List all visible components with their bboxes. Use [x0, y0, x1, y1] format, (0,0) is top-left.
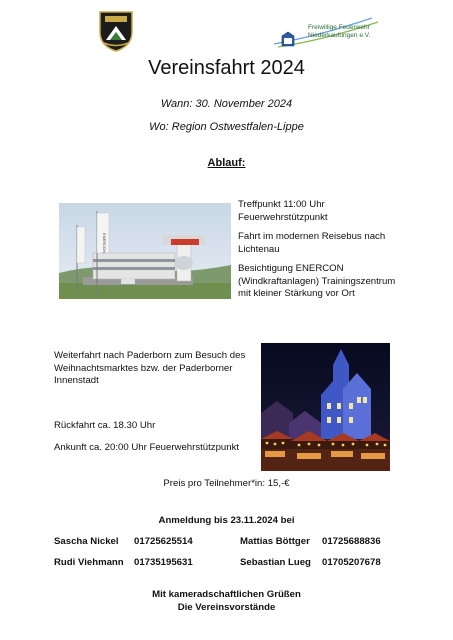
contact-name: Sascha Nickel	[54, 536, 119, 547]
return-time: Rückfahrt ca. 18.30 Uhr	[54, 420, 156, 431]
flag-sign: ENERCON	[102, 233, 107, 254]
enercon-visit: Besichtigung ENERCON (Windkraftanlagen) Trainingszentrum mit kleiner Stärkung vor Ort	[238, 263, 396, 299]
contact-name: Sebastian Lueg	[240, 557, 311, 568]
event-date: Wann: 30. November 2024	[160, 98, 293, 110]
fire-brigade-logo	[268, 14, 408, 52]
price: Preis pro Teilnehmer*in: 15,-€	[163, 478, 290, 489]
contact-phone: 01735195631	[134, 557, 193, 568]
logo-line-1: Freiwillige Feuerwehr	[308, 24, 370, 31]
closing-signature: Die Vereinsvorstände	[177, 602, 276, 613]
contact-phone: 01725688836	[322, 536, 381, 547]
event-location: Wo: Region Ostwestfalen-Lippe	[149, 121, 304, 133]
contact-phone: 01725625514	[134, 536, 193, 547]
page-title: Vereinsfahrt 2024	[148, 57, 305, 79]
christmas-market-photo	[261, 343, 390, 471]
arrival-time: Ankunft ca. 20:00 Uhr Feuerwehrstützpunkt	[54, 442, 240, 453]
contact-name: Mattias Böttger	[240, 536, 310, 547]
closing-greeting: Mit kameradschaftlichen Grüßen	[152, 589, 301, 600]
enercon-building-photo	[59, 203, 231, 299]
logo-line-2: Niederkaufungen e.V.	[308, 32, 371, 39]
bus-trip: Fahrt im modernen Reisebus nach Lichtenau	[238, 231, 386, 255]
paderborn-visit: Weiterfahrt nach Paderborn zum Besuch des Weihnachtsmarktes bzw. der Paderborner Innenstadt	[54, 350, 246, 386]
contact-phone: 01705207678	[322, 557, 381, 568]
contact-name: Rudi Viehmann	[54, 557, 124, 568]
meeting-point: Treffpunkt 11:00 Uhr Feuerwehrstützpunkt	[238, 199, 328, 223]
schedule-right	[238, 199, 408, 308]
schedule-heading: Ablauf:	[207, 157, 246, 169]
fire-brigade-crest-icon	[98, 10, 134, 52]
registration-heading: Anmeldung bis 23.11.2024 bei	[158, 515, 295, 526]
